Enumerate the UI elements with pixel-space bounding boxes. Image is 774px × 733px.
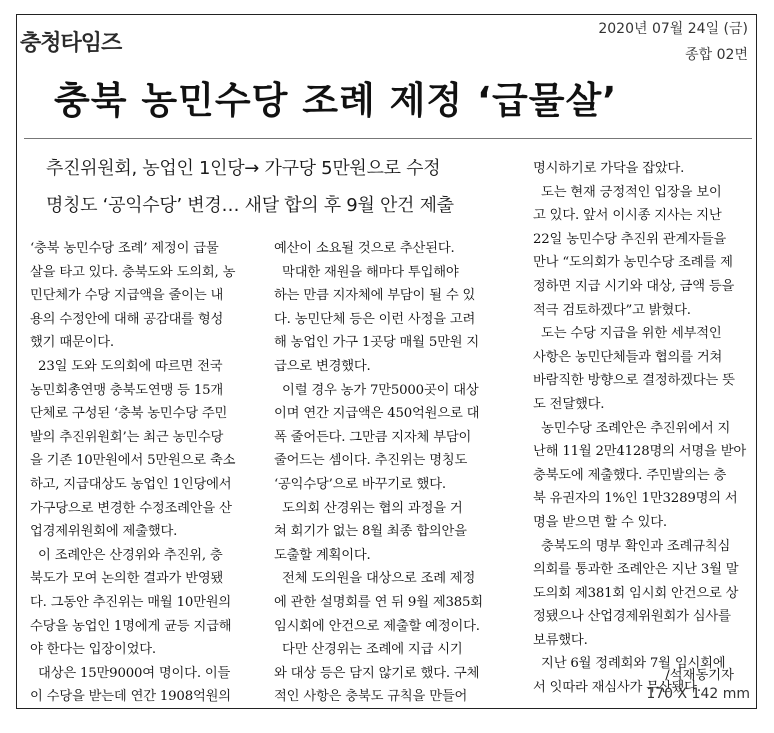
- article-line: 이 수당을 받는데 연간 1908억원의: [30, 689, 231, 705]
- article-line: 줄어드는 셈이다. 추진위는 명칭도: [274, 453, 468, 469]
- article-line: ‘충북 농민수당 조례’ 제정이 급물: [30, 241, 219, 256]
- article-line: 난해 11월 2만4128명의 서명을 받아: [533, 444, 747, 460]
- article-line: 의회를 통과한 조례안은 지난 3월 말: [533, 562, 739, 578]
- article-line: 급으로 변경했다.: [274, 358, 371, 374]
- article-line: 농민회총연맹 충북도연맹 등 15개: [30, 382, 223, 398]
- headline-divider: [24, 138, 752, 139]
- article-line: 23일 도와 도의회에 따르면 전국: [30, 358, 223, 374]
- article-line: 22일 농민수당 추진위 관계자들을: [533, 231, 726, 247]
- article-line: 보류했다.: [533, 632, 588, 648]
- publication-date: 2020년 07월 24일 (금): [598, 21, 748, 37]
- article-line: 이며 연간 지급액은 450억원으로 대: [274, 406, 480, 422]
- article-line: 단체로 구성된 ‘충북 농민수당 주민: [30, 406, 228, 422]
- article-line: 도의회 제381회 임시회 안건으로 상: [533, 585, 739, 601]
- article-line: 정하면 지급 시기와 대상, 금액 등을: [533, 278, 735, 294]
- article-line: 정됐으나 산업경제위원회가 심사를: [533, 609, 731, 625]
- article-line: 하고, 지급대상도 농업인 1인당에서: [30, 476, 232, 492]
- subheadline-1: 추진위원회, 농업인 1인당→ 가구당 5만원으로 수정: [46, 158, 441, 179]
- article-line: 충북도의 명부 확인과 조례규칙심: [533, 538, 731, 554]
- article-line: 적인 사항은 충북도 규칙을 만들어: [274, 689, 468, 705]
- article-line: 하는 만큼 지자체에 부담이 될 수 있: [274, 288, 476, 304]
- article-line: 전체 도의원을 대상으로 조례 제정: [274, 571, 476, 587]
- article-line: 발의 추진위원회’는 최근 농민수당: [30, 429, 224, 445]
- article-line: 와 대상 등은 담지 않기로 했다. 구체: [274, 665, 480, 681]
- article-line: 을 기존 10만원에서 5만원으로 축소: [30, 453, 236, 469]
- article-line: 도는 현재 긍정적인 입장을 보이: [533, 184, 722, 200]
- clipping-size: 170 X 142 mm: [646, 686, 750, 702]
- subheadline-2: 명칭도 ‘공익수당’ 변경… 새달 합의 후 9월 안건 제출: [46, 195, 454, 216]
- article-column-3: [533, 157, 753, 700]
- article-line: 도출할 계획이다.: [274, 547, 371, 563]
- article-column-2: [274, 237, 500, 709]
- article-line: 명을 받으면 할 수 있다.: [533, 514, 667, 530]
- article-line: 업경제위원회에 제출했다.: [30, 524, 178, 540]
- article-line: 했기 때문이다.: [30, 335, 114, 351]
- article-line: 사항은 농민단체들과 협의를 거쳐: [533, 349, 723, 365]
- article-line: 대상은 15만9000여 명이다. 이들: [30, 665, 231, 681]
- article-line: 적극 검토하겠다”고 밝혔다.: [533, 302, 691, 318]
- article-line: 도 전달했다.: [533, 396, 605, 412]
- article-line: 충북도에 제출했다. 주민발의는 충: [533, 467, 727, 483]
- article-line: 쳐 회기가 없는 8월 최종 합의안을: [274, 524, 467, 540]
- article-line: 해 농업인 가구 1곳당 매월 5만원 지: [274, 335, 480, 351]
- article-headline: 충북 농민수당 조례 제정 ‘급물살’: [54, 79, 618, 122]
- article-line: 지난 6월 정례회와 7월 임시회에: [533, 656, 726, 672]
- article-line: 명시하기로 가닥을 잡았다.: [533, 161, 685, 176]
- article-line: 임시회에 안건으로 제출할 예정이다.: [274, 618, 480, 634]
- article-line: 예산이 소요될 것으로 추산된다.: [274, 241, 455, 256]
- article-line: 만나 “도의회가 농민수당 조례를 제: [533, 255, 733, 271]
- article-line: 도의회 산경위는 협의 과정을 거: [274, 500, 463, 516]
- page-section: 종합 02면: [685, 47, 748, 63]
- article-column-1: [30, 237, 256, 709]
- article-line: 민단체가 수당 지급액을 줄이는 내: [30, 288, 224, 304]
- article-line: ‘공익수당’으로 바꾸기로 했다.: [274, 476, 446, 492]
- article-line: 살을 타고 있다. 충북도와 도의회, 농: [30, 264, 236, 280]
- article-line: 이 조례안은 산경위와 추진위, 충: [30, 547, 223, 563]
- article-line: 막대한 재원을 해마다 투입해야: [274, 264, 459, 280]
- article-line: 다만 산경위는 조례에 지급 시기: [274, 642, 463, 658]
- newspaper-masthead: 충청타임즈: [20, 31, 122, 56]
- article-line: 에 관한 설명회를 연 뒤 9월 제385회: [274, 594, 483, 610]
- reporter-byline: /석재동기자: [665, 668, 734, 683]
- article-line: 농민수당 조례안은 추진위에서 지: [533, 420, 731, 436]
- article-line: 수당을 농업인 1명에게 균등 지급해: [30, 618, 232, 634]
- article-line: 도는 수당 지급을 위한 세부적인: [533, 326, 722, 342]
- article-line: 용의 수정안에 대해 공감대를 형성: [30, 311, 224, 327]
- article-line: 폭 줄어든다. 그만큼 지자체 부담이: [274, 429, 472, 445]
- article-line: 다. 농민단체 등은 이런 사정을 고려: [274, 311, 476, 327]
- article-line: 북 유권자의 1%인 1만3289명의 서: [533, 491, 738, 507]
- article-line: 북도가 모여 논의한 결과가 반영됐: [30, 571, 224, 587]
- article-line: 고 있다. 앞서 이시종 지사는 지난: [533, 208, 722, 224]
- article-line: 야 한다는 입장이었다.: [30, 642, 156, 658]
- article-line: 가구당으로 변경한 수정조례안을 산: [30, 500, 232, 516]
- article-line: 다. 그동안 추진위는 매월 10만원의: [30, 594, 232, 610]
- article-line: 이럴 경우 농가 7만5000곳이 대상: [274, 382, 479, 398]
- article-line: 서 잇따라 재심사가 무산됐다.: [533, 680, 701, 696]
- article-line: 바람직한 방향으로 결정하겠다는 뜻: [533, 373, 735, 389]
